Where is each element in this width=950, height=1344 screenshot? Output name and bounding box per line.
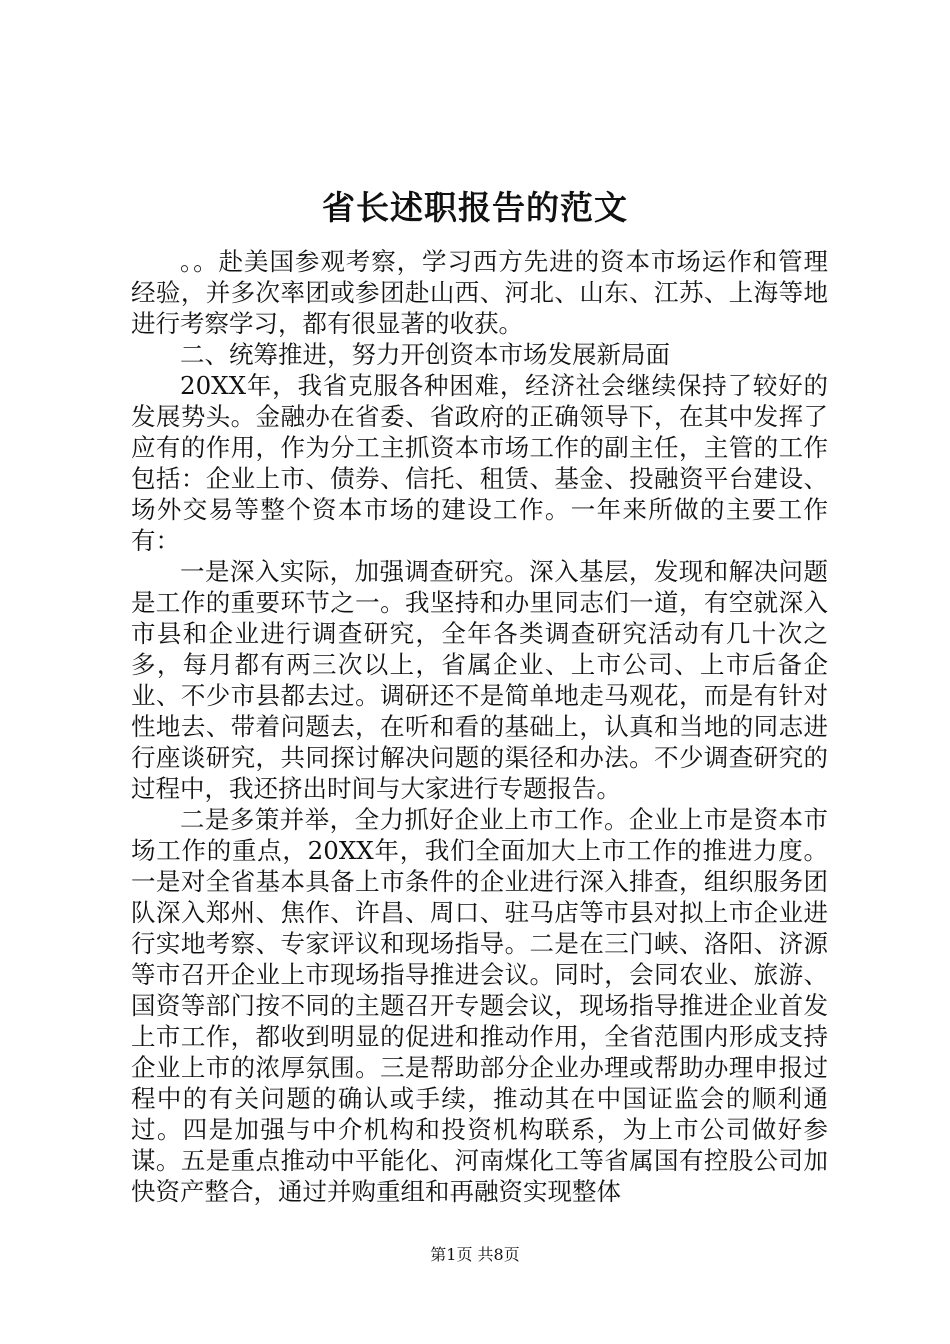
document-title: 省长述职报告的范文 (322, 188, 628, 227)
paragraph: 20XX年，我省克服各种困难，经济社会继续保持了较好的发展势头。金融办在省委、省政府的正确领导下，在其中发挥了应有的作用，作为分工主抓资本市场工作的副主任，主管的工作包括：企业上市、债券、信托、租赁、基金、投融资平台建设、场外交易等整个资本市场的建设工作。一年来所做的主要工作有： (131, 371, 828, 555)
paragraph: 。。赴美国参观考察，学习西方先进的资本市场运作和管理经验，并多次率团或参团赴山西、河北、山东、江苏、上海等地进行考察学习，都有很显著的收获。 (131, 247, 828, 338)
paragraph: 二是多策并举，全力抓好企业上市工作。企业上市是资本市场工作的重点，20XX年，我们全面加大上市工作的推进力度。一是对全省基本具备上市条件的企业进行深入排查，组织服务团队深入郑州、焦作、许昌、周口、驻马店等市县对拟上市企业进行实地考察、专家评议和现场指导。二是在三门峡、洛阳、济源等市召开企业上市现场指导推进会议。同时，会同农业、旅游、国资等部门按不同的主题召开专题会议，现场指导推进企业首发上市工作，都收到明显的促进和推动作用，全省范围内形成支持企业上市的浓厚氛围。三是帮助部分企业办理或帮助办理申报过程中的有关问题的确认或手续，推动其在中国证监会的顺利通过。四是加强与中介机构和投资机构联系，为上市公司做好参谋。五是重点推动中平能化、河南煤化工等省属国有控股公司加快资产整合，通过并购重组和再融资实现整体 (131, 805, 828, 1206)
page-footer: 第1页 共8页 (430, 1245, 520, 1264)
section-heading: 二、统筹推进，努力开创资本市场发展新局面 (180, 340, 670, 369)
paragraph: 一是深入实际，加强调查研究。深入基层，发现和解决问题是工作的重要环节之一。我坚持和办里同志们一道，有空就深入市县和企业进行调查研究，全年各类调查研究活动有几十次之多，每月都有两三次以上，省属企业、上市公司、上市后备企业、不少市县都去过。调研还不是简单地走马观花，而是有针对性地去、带着问题去，在听和看的基础上，认真和当地的同志进行座谈研究，共同探讨解决问题的渠径和办法。不少调查研究的过程中，我还挤出时间与大家进行专题报告。 (131, 557, 828, 803)
document-body (131, 246, 828, 1207)
